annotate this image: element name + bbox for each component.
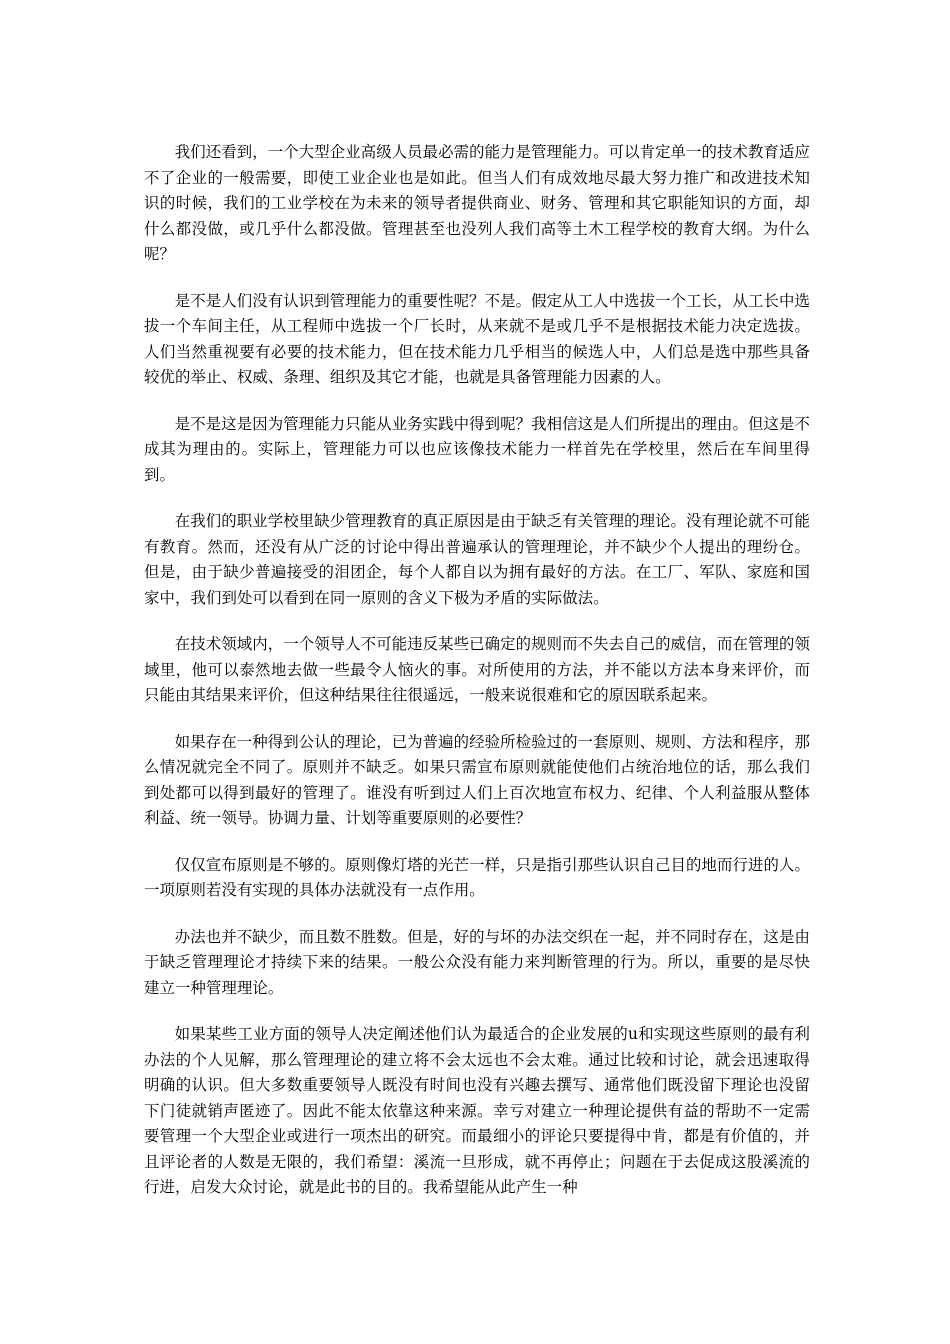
document-body xyxy=(144,140,810,1222)
paragraph: 仅仅宣布原则是不够的。原则像灯塔的光芒一样，只是指引那些认识自己目的地而行进的人。一项原则若没有实现的具体办法就没有一点作用。 xyxy=(144,855,810,899)
paragraph: 在技术领域内，一个领导人不可能违反某些已确定的规则而不失去自己的威信，而在管理的领域里，他可以泰然地去做一些最令人恼火的事。对所使用的方法，并不能以方法本身来评价，而只能由其结果来评价，但这种结果往往很遥远，一般来说很难和它的原因联系起来。 xyxy=(144,635,810,704)
paragraph: 我们还看到，一个大型企业高级人员最必需的能力是管理能力。可以肯定单一的技术教育适应不了企业的一般需要，即使工业企业也是如此。但当人们有成效地尽最大努力推广和改进技术知识的时候，我们的工业学校在为未来的领导者提供商业、财务、管理和其它职能知识的方面，却什么都没做，或几乎什么都没做。管理甚至也没列人我们高等土木工程学校的教育大纲。为什么呢？ xyxy=(144,143,810,263)
paragraph: 在我们的职业学校里缺少管理教育的真正原因是由于缺乏有关管理的理论。没有理论就不可能有教育。然而，还没有从广泛的讨论中得出普遍承认的管理理论，并不缺少个人提出的理纷仓。但是，由于缺少普遍接受的泪团企，每个人都自以为拥有最好的方法。在工厂、军队、家庭和国家中，我们到处可以看到在同一原则的含义下极为矛盾的实际做法。 xyxy=(144,512,810,607)
paragraph: 是不是人们没有认识到管理能力的重要性呢？不是。假定从工人中选拔一个工长，从工长中选拔一个车间主任，从工程师中选拔一个厂长时，从来就不是或几乎不是根据技术能力决定选拔。人们当然重视要有必要的技术能力，但在技术能力几乎相当的候选人中，人们总是选中那些具备较优的举止、权威、条理、组织及其它才能，也就是具备管理能力因素的人。 xyxy=(144,291,810,386)
paragraph: 如果存在一种得到公认的理论，已为普遍的经验所检验过的一套原则、规则、方法和程序，那么情况就完全不同了。原则并不缺乏。如果只需宣布原则就能使他们占统治地位的话，那么我们到处都可以得到最好的管理了。谁没有听到过人们上百次地宣布权力、纪律、个人利益服从整体利益、统一领导。协调力量、计划等重要原则的必要性？ xyxy=(144,732,810,827)
paragraph: 办法也并不缺少，而且数不胜数。但是，好的与坏的办法交织在一起，并不同时存在，这是由于缺乏管理理论才持续下来的结果。一般公众没有能力来判断管理的行为。所以，重要的是尽快建立一种管理理论。 xyxy=(144,927,810,997)
paragraph: 是不是这是因为管理能力只能从业务实践中得到呢？我相信这是人们所提出的理由。但这是不成其为理由的。实际上，管理能力可以也应该像技术能力一样首先在学校里，然后在车间里得到。 xyxy=(144,414,810,484)
paragraph: 如果某些工业方面的领导人决定阐述他们认为最适合的企业发展的u和实现这些原则的最有利办法的个人见解，那么管理理论的建立将不会太远也不会太难。通过比较和讨论，就会迅速取得明确的认识。但大多数重要领导人既没有时间也没有兴趣去撰写、通常他们既没留下理论也没留下门徒就销声匿迹了。因此不能太依靠这种来源。幸亏对建立一种理论提供有益的帮助不一定需要管理一个大型企业或进行一项杰出的研究。而最细小的评论只要提得中肯，都是有价值的，并且评论者的人数是无限的，我们希望：溪流一旦形成，就不再停止；问题在于去促成这股溪流的行进，启发大众讨论，就是此书的目的。我希望能从此产生一种 xyxy=(144,1025,810,1196)
